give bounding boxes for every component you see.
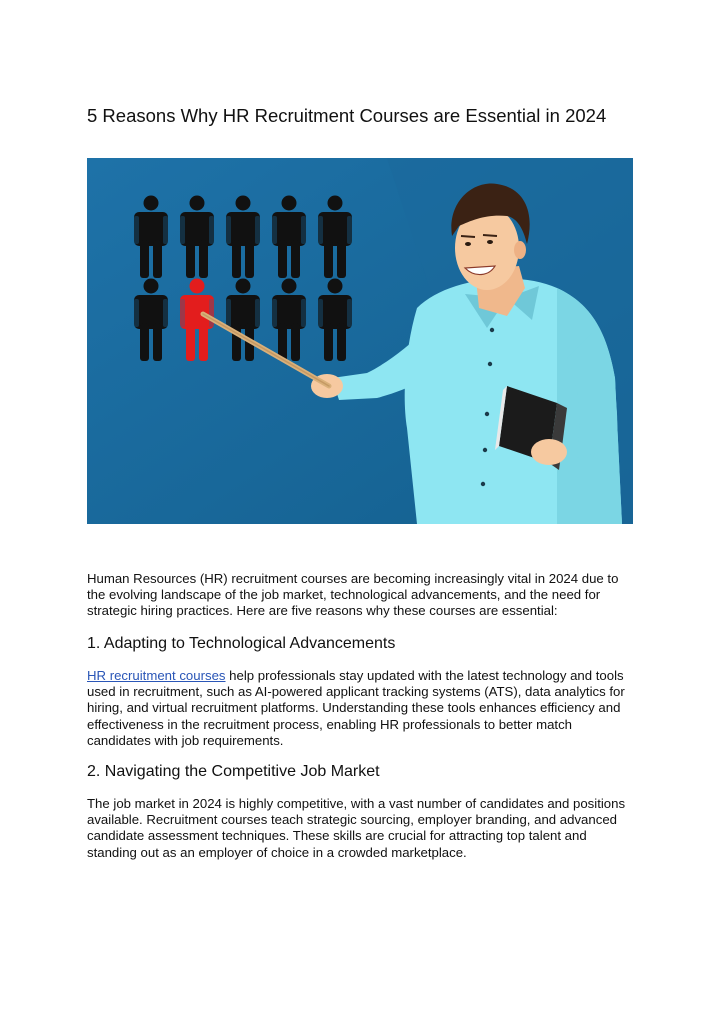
page-title: 5 Reasons Why HR Recruitment Courses are Essential in 2024	[87, 105, 607, 126]
recruiter-illustration-svg	[87, 158, 633, 524]
section-body-technology-text: help professionals stay updated with the latest technology and tools used in recruitment, such as AI-powered applicant tracking systems (ATS), data analytics for hiring, and virtual recruitment platforms. Understanding these tools enhances efficiency and effectiveness in the recruitment process, enabling HR professionals to better match candidates with job requirements.	[87, 668, 625, 748]
section-heading-job-market: 2. Navigating the Competitive Job Market	[87, 763, 380, 780]
hero-illustration	[87, 158, 633, 524]
section-body-technology	[87, 668, 635, 749]
section-heading-technology: 1. Adapting to Technological Advancements	[87, 635, 396, 652]
intro-paragraph: Human Resources (HR) recruitment courses are becoming increasingly vital in 2024 due to the evolving landscape of the job market, technological advancements, and the need for strategic hiring practices. Here are five reasons why these courses are essential:	[87, 571, 619, 619]
section-body-job-market: The job market in 2024 is highly competitive, with a vast number of candidates and positions available. Recruitment courses teach strategic sourcing, employer branding, and advanced candidate assessment techniques. These skills are crucial for attracting top talent and standing out as an employer of choice in a crowded marketplace.	[87, 796, 626, 860]
hr-recruitment-courses-link[interactable]: HR recruitment courses	[87, 668, 226, 683]
